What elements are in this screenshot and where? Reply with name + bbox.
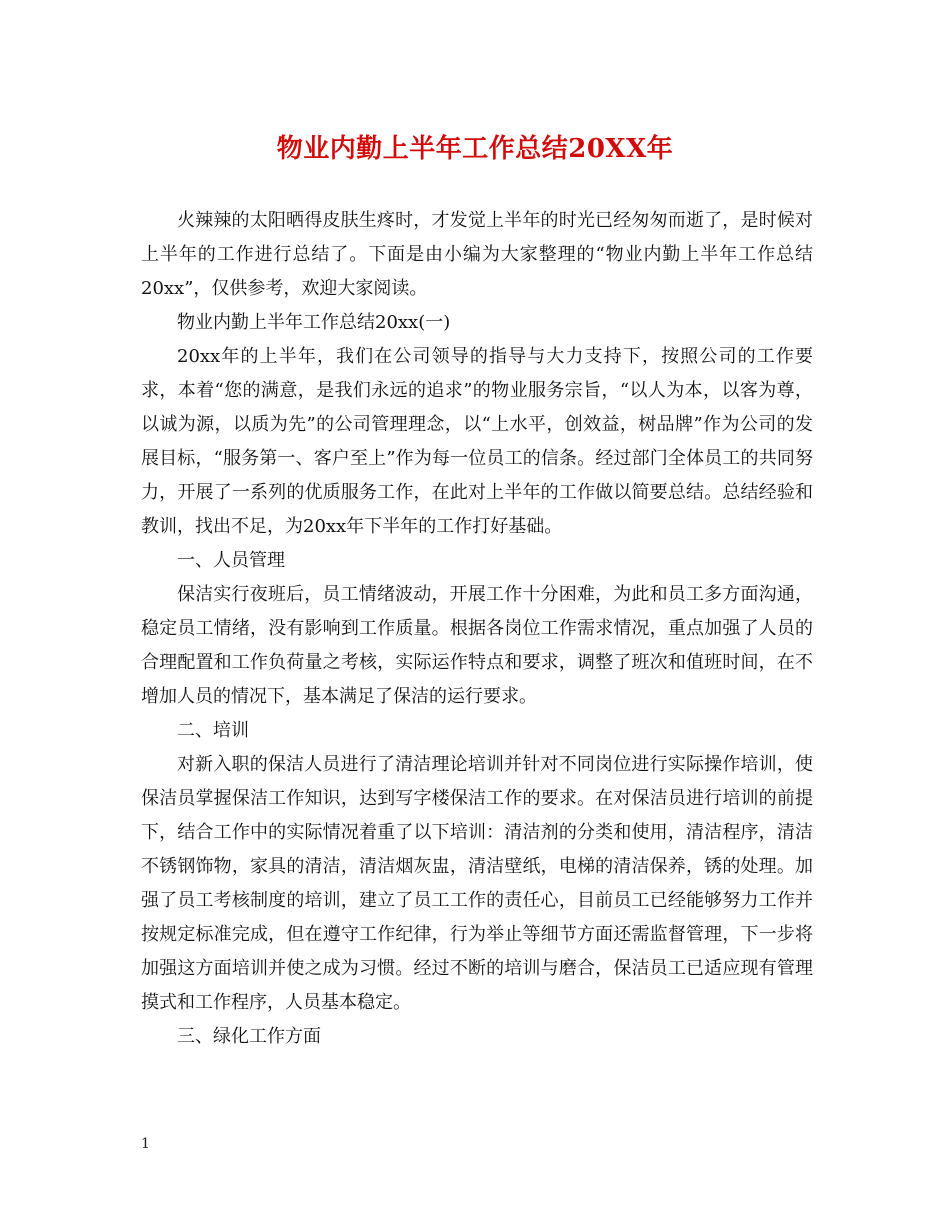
intro-paragraph: 火辣辣的太阳晒得皮肤生疼时，才发觉上半年的时光已经匆匆而逝了，是时候对上半年的工作进行总结了。下面是由小编为大家整理的“物业内勤上半年工作总结20xx”，仅供参考，欢迎大家阅读。 <box>141 210 813 299</box>
summary-paragraph: 20xx年的上半年，我们在公司领导的指导与大力支持下，按照公司的工作要求，本着“您的满意，是我们永远的追求”的物业服务宗旨，“以人为本，以客为尊，以诚为源，以质为先”的公司管理理念，以“上水平，创效益，树品牌”作为公司的发展目标，“服务第一、客户至上”作为每一位员工的信条。经过部门全体员工的共同努力，开展了一系列的优质服务工作，在此对上半年的工作做以简要总结。总结经验和教训，找出不足，为20xx年下半年的工作打好基础。 <box>141 346 813 537</box>
heading-greening: 三、绿化工作方面 <box>177 1026 321 1047</box>
page-number: 1 <box>141 1136 150 1152</box>
heading-training: 二、培训 <box>177 720 249 741</box>
document-body <box>141 204 813 1054</box>
document-title: 物业内勤上半年工作总结20XX年 <box>276 134 674 164</box>
section-subtitle: 物业内勤上半年工作总结20xx(一) <box>177 312 451 333</box>
personnel-paragraph: 保洁实行夜班后，员工情绪波动，开展工作十分困难，为此和员工多方面沟通，稳定员工情绪，没有影响到工作质量。根据各岗位工作需求情况，重点加强了人员的合理配置和工作负荷量之考核，实际运作特点和要求，调整了班次和值班时间，在不增加人员的情况下，基本满足了保洁的运行要求。 <box>141 584 813 707</box>
training-paragraph: 对新入职的保洁人员进行了清洁理论培训并针对不同岗位进行实际操作培训，使保洁员掌握保洁工作知识，达到写字楼保洁工作的要求。在对保洁员进行培训的前提下，结合工作中的实际情况着重了以下培训：清洁剂的分类和使用，清洁程序，清洁不锈钢饰物，家具的清洁，清洁烟灰盅，清洁壁纸，电梯的清洁保养，锈的处理。加强了员工考核制度的培训，建立了员工工作的责任心，目前员工已经能够努力工作并按规定标准完成，但在遵守工作纪律，行为举止等细节方面还需监督管理，下一步将加强这方面培训并使之成为习惯。经过不断的培训与磨合，保洁员工已适应现有管理摸式和工作程序，人员基本稳定。 <box>141 754 813 1013</box>
heading-personnel: 一、人员管理 <box>177 550 285 571</box>
